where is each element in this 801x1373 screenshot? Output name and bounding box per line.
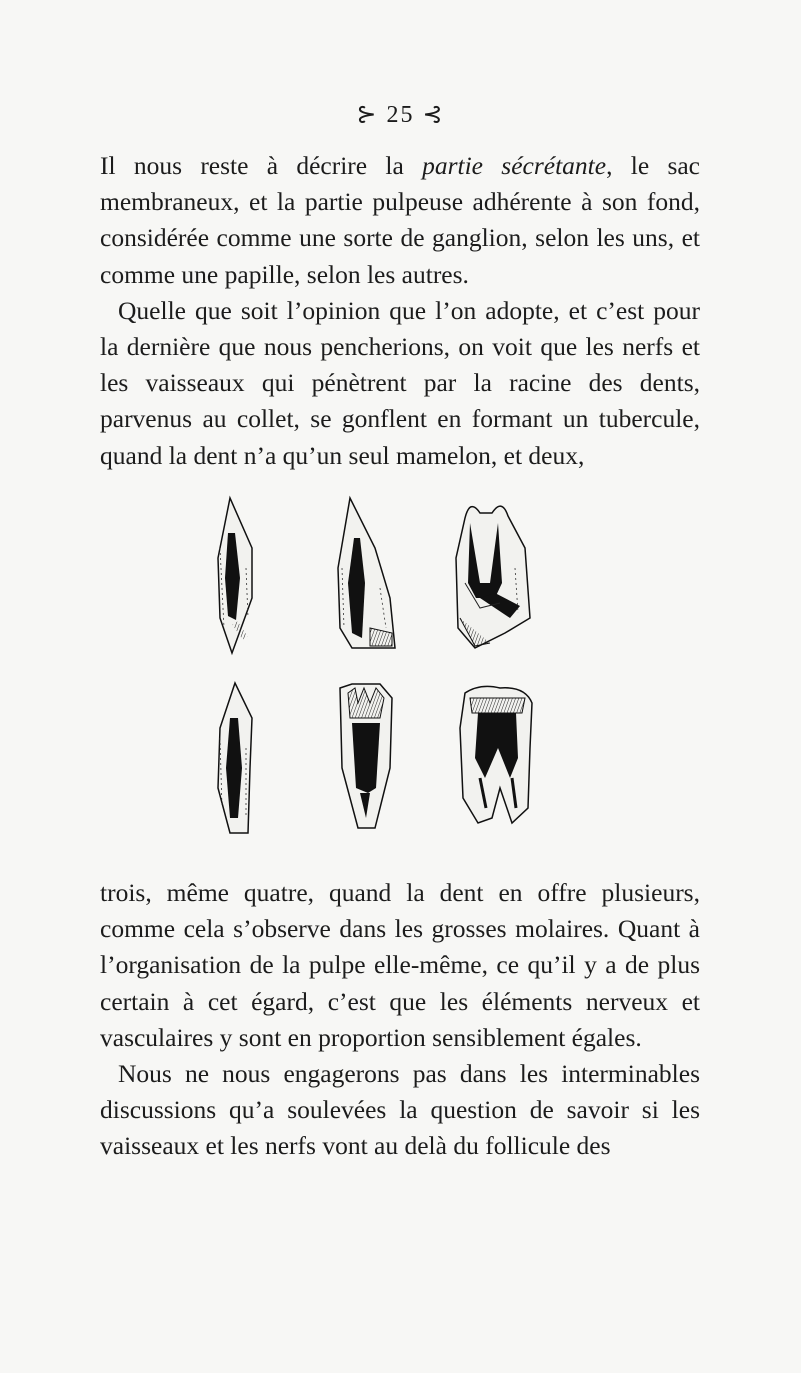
tooth-molar-1 bbox=[456, 506, 530, 648]
tooth-molar-2 bbox=[460, 686, 532, 823]
bottom-text-block bbox=[100, 875, 700, 1165]
paragraph-1 bbox=[100, 148, 700, 293]
tooth-section-figure bbox=[180, 488, 620, 858]
paragraph-3: trois, même quatre, quand la dent en offre plusieurs, comme cela s’observe dans les grosses molaires. Quant à l’organisation de la pulpe elle-même, ce qu’il y a de plus certain à cet égard, c’est que les éléments nerveux et vasculaires y sont en proportion sensiblement égales. bbox=[100, 878, 700, 1052]
paragraph-1-end: , le sac membraneux, et la partie pulpeuse adhérente à son fond, considérée comme une sorte de ganglion, selon les uns, et comme une papille, selon les autres. bbox=[100, 151, 701, 289]
paragraph-2: Quelle que soit l’opinion que l’on adopte, et c’est pour la dernière que nous pencherions, on voit que les nerfs et les vaisseaux qui pénètrent par la racine des dents, parvenus au collet, se gonflent en formant un tubercule, quand la dent n’a qu’un seul mamelon, et deux, bbox=[100, 295, 700, 470]
tooth-incisor-1 bbox=[218, 498, 252, 653]
top-text-block bbox=[100, 148, 700, 474]
page-number-header: ⊱ 25 ⊰ bbox=[356, 102, 445, 128]
paragraph-4: Nous ne nous engagerons pas dans les interminables discussions qu’a soulevées la question de savoir si les vaisseaux et les nerfs vont au delà du follicule des bbox=[100, 1059, 700, 1161]
paragraph-1-start: Il nous reste à décrire la bbox=[100, 151, 423, 180]
tooth-canine-1 bbox=[338, 498, 395, 648]
tooth-illustrations-svg bbox=[180, 488, 620, 858]
tooth-canine-2 bbox=[340, 684, 392, 828]
paragraph-1-emphasis: partie sécrétante bbox=[422, 151, 607, 180]
tooth-incisor-2 bbox=[218, 683, 252, 833]
